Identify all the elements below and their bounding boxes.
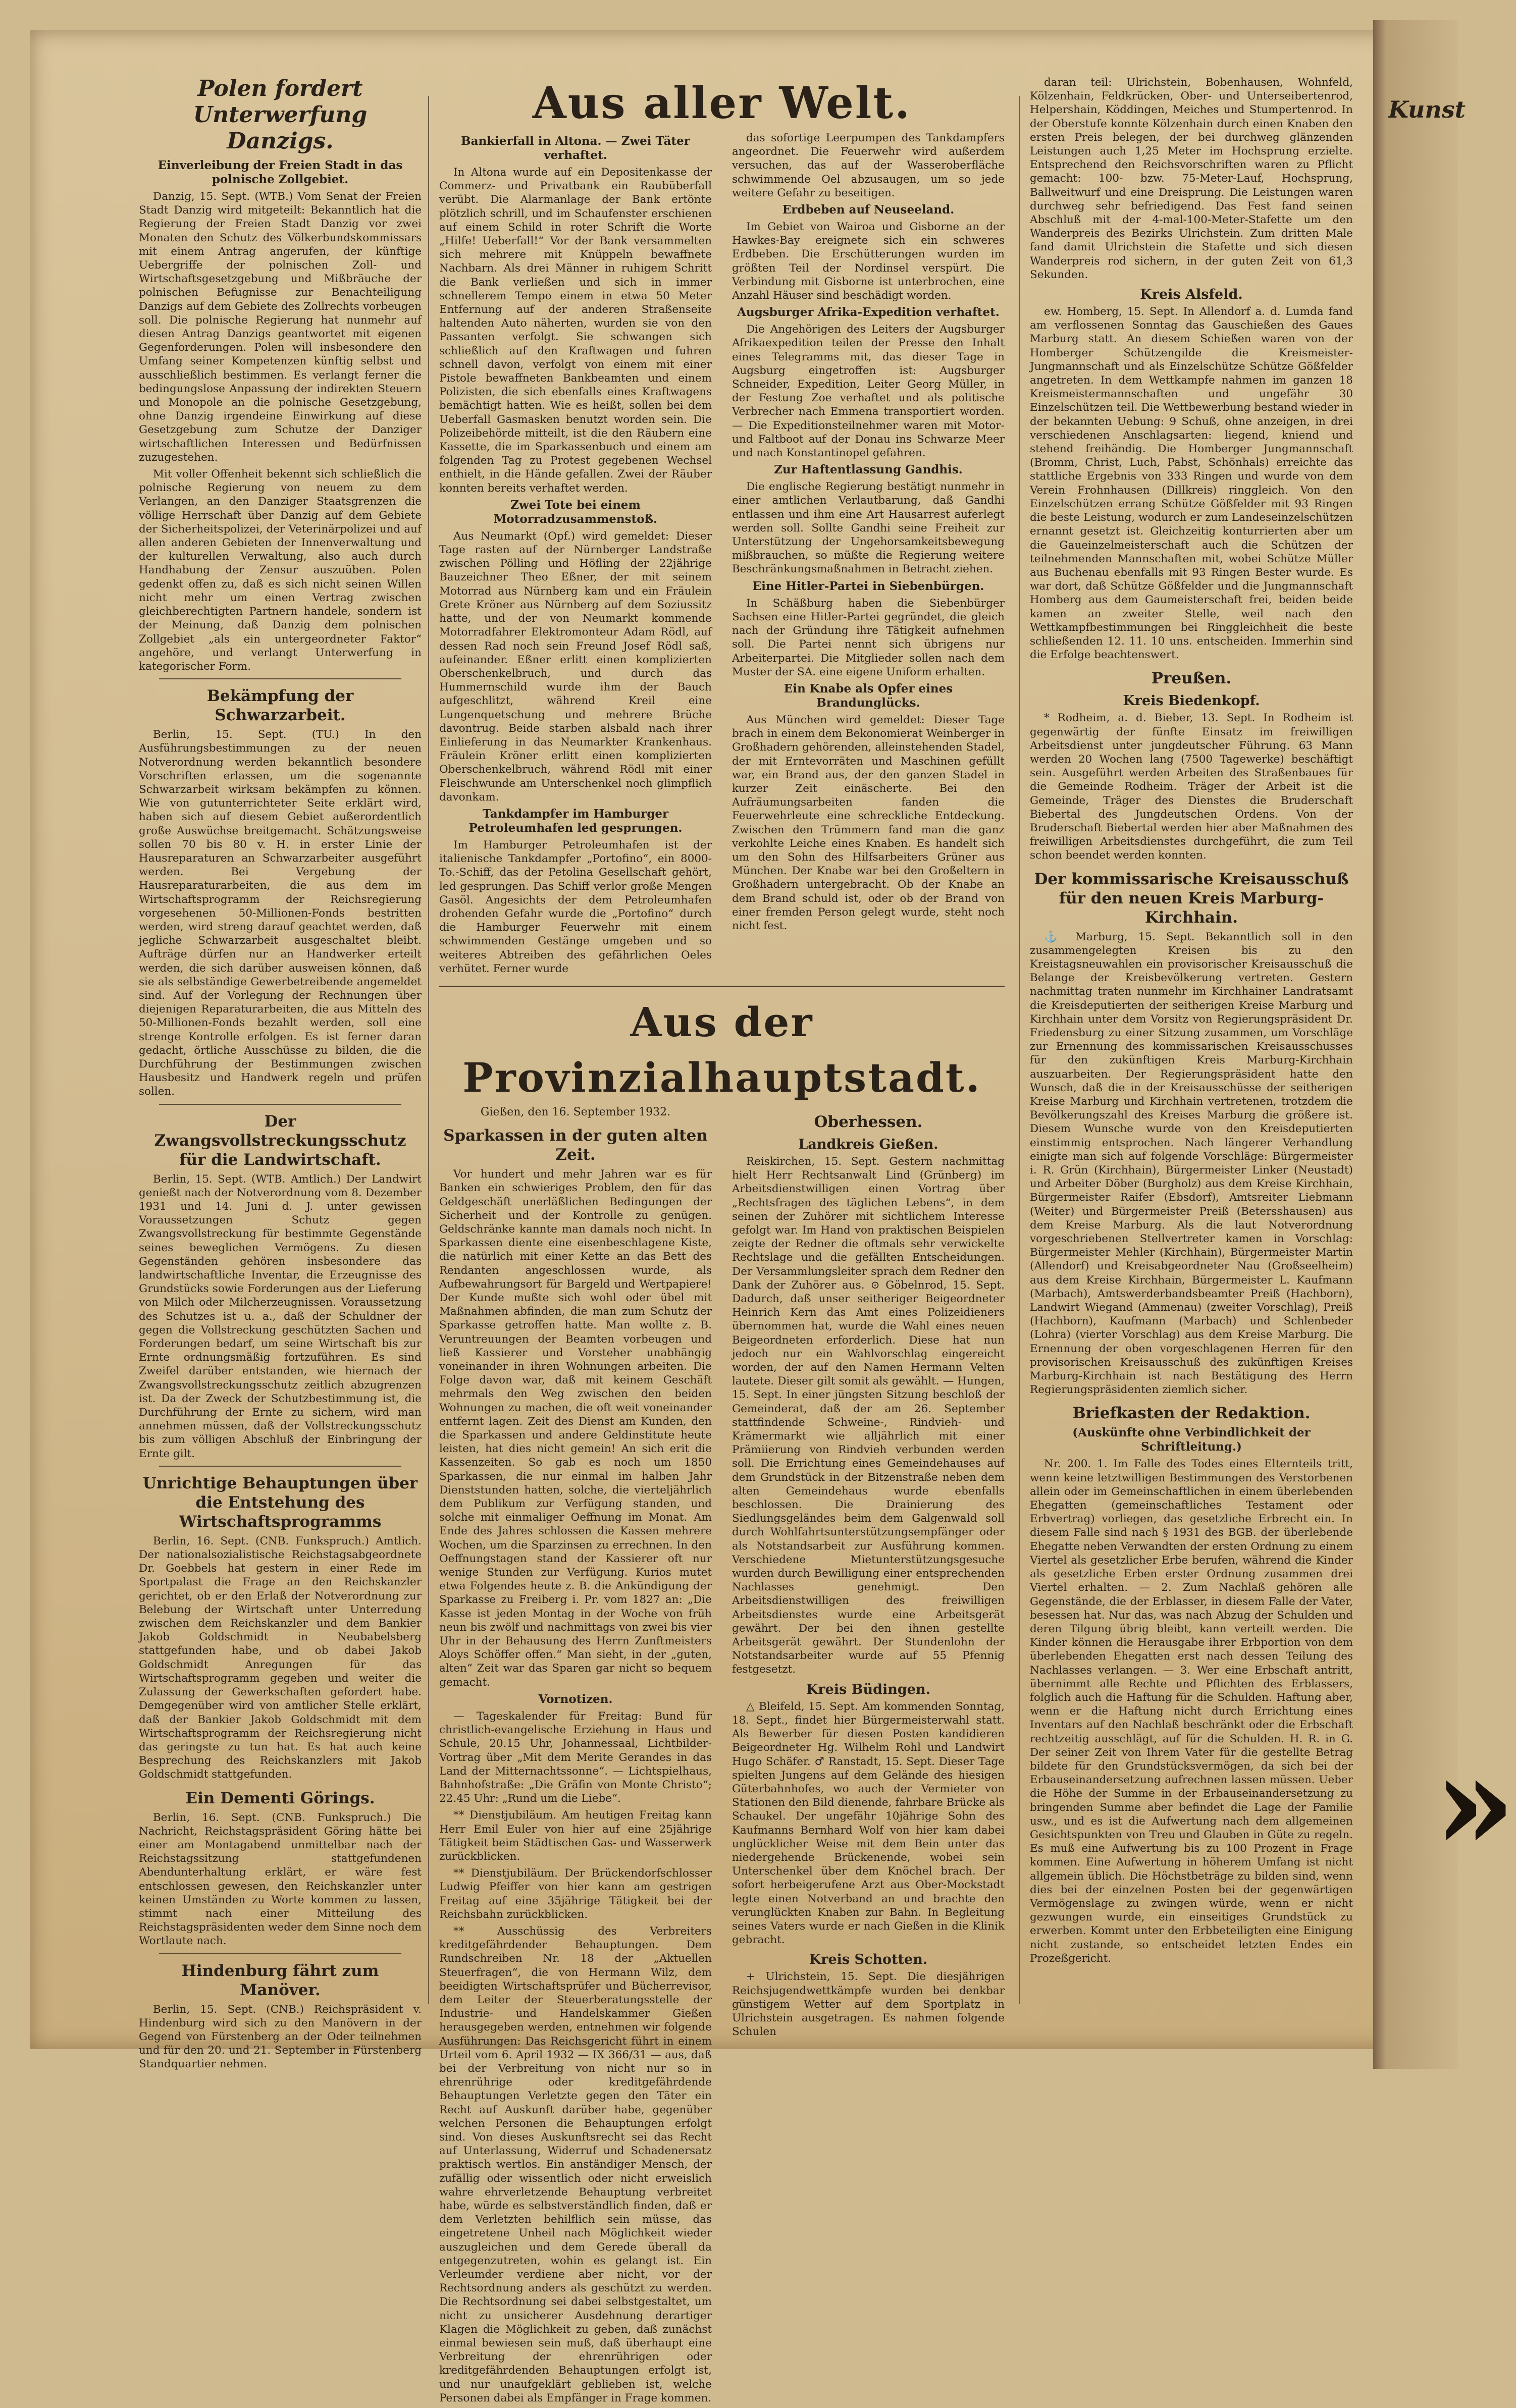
headline-gandhi: Zur Haftentlassung Gandhis. [774, 463, 963, 477]
headline-hindenburg: Hindenburg fährt zum Manöver. [181, 1961, 379, 1999]
article-hindenburg: Berlin, 15. Sept. (CNB.) Reichspräsident v. Hindenburg wird sich zu den Manövern in der Gegend von Fürstenberg an der Oder teilnehmen und für den 20. und 21. September in Fürstenberg Standquartier nehmen. [139, 2003, 422, 2071]
article-kreisausschuss: ⚓ Marburg, 15. Sept. Bekanntlich soll in den zusammengelegten Kreisen bis zu den Kreistagsneuwahlen ein provisorischer Kreisausschuß die Belange der Kreisbevölkerung vertreten. Gestern nachmittag traten nunmehr im Kirchhainer Landratsamt die Kreisdeputierten der seitherigen Kreise Marburg und Kirchhain unter dem Vorsitz von Regierungspräsident Dr. Friedensburg zu einer Sitzung zusammen, um Vorschläge zur Ernennung des kommissarischen Kreisausschusses für den zukünftigen Kreis Marburg-Kirchhain auszuarbeiten. Der Regierungspräsident hatte den Wunsch, daß die in der Kreisausschüsse der seitherigen Kreise Marburg und Kirchhain vertretenen, trotzdem die Bevölkerungszahl des Kreises Marburg die größere ist. Diesem Wunsche wurde von den Kreisdeputierten einstimmig entsprochen. Nach längerer Verhandlung einigte man sich auf folgende Vorschläge: Bürgermeister i. R. Grün (Kirchhain), Bürgermeister Linker (Neustadt) und Arbeiter Döber (Burgholz) aus dem Kreise Kirchhain, Bürgermeister Raifer (Ebsdorf), Amtsreiter Liebmann (Weiter) und Bürgermeister Preiß (Betersshausen) aus dem Kreise Marburg. Als die laut Notverordnung vorgeschriebenen Stellvertreter kamen in Vorschlag: Bürgermeister Mehler (Kirchhain), Bürgermeister Martin (Allendorf) und Kreisabgeordneter Nau (Großseelheim) aus dem Kreise Kirchhain, Bürgermeister L. Kaufmann (Marbach), Amtswerderbandsbeamter Preiß (Hachborn), Landwirt Wiegand (Ammenau) (zweiter Vorschlag), Preiß (Hachborn), Kaufmann (Marbach) und Schlenbeder (Lohra) (vierter Vorschlag) aus dem Kreise Marburg. Die Ernennung der oben vorgeschlagenen Herren für den provisorischen Kreisausschuß des zukünftigen Kreises Marburg-Kirchhain ist nach Bestätigung des Herrn Regierungspräsidenten ziemlich sicher. [1030, 930, 1353, 1397]
article-danzig-p2: Mit voller Offenheit bekennt sich schließlich die polnische Regierung von neuem zu dem Verlangen, an den Danziger Staatsgrenzen die völlige Herrschaft über Danzig auf dem Gebiete der Sicherheitspolizei, der Veterinärpolizei und auf allen anderen Gebieten der Innenverwaltung und der kulturellen Verwaltung, also auch durch Handhabung der Zensur auszuüben. Polen gedenkt offen zu, daß es sich nicht seinen Willen nicht mehr um einen Vertrag zwischen gleichberechtigten Partnern handele, sondern ist der Meinung, daß Danzig dem polnischen Zollgebiet „als ein untergeordneter Faktor“ angehöre, und verlangt Unterwerfung in kategorischer Form. [139, 468, 422, 673]
world-news-col-a [439, 131, 712, 979]
headline-schwarzarbeit: Bekämpfung der Schwarzarbeit. [206, 687, 354, 725]
left-column [139, 76, 422, 2074]
article-sparkassen: Vor hundert und mehr Jahren war es für Banken ein schwieriges Problem, den für das Geldgeschäft unerläßlichen Bedingungen der Sicherheit und der Kontrolle zu genügen. Geldschränke kannte man damals noch nicht. In Sparkassen diente eine eisenbeschlagene Kiste, die natürlich mit einer Kette an das Bett des Rendanten angeschlossen wurde, als Aufbewahrungsort für Bargeld und Wertpapiere! Der Kunde mußte sich wohl oder übel mit Maßnahmen abfinden, die man zum Schutz der Sparkasse getroffen hatte. Man wollte z. B. Veruntreuungen der Beamten vorbeugen und ließ Kassierer und Vorsteher unabhängig voneinander in ihren Wohnungen arbeiten. Die Folge davon war, daß mit keinem Geschäft mehrmals den Weg zwischen den beiden Wohnungen zu machen, die oft weit voneinander entfernt lagen. Zeit des Dienst am Kunden, den die Sparkassen und andere Geldinstitute heute leisten, hat dies nicht gemein! An sich erit die Kassenzeiten. So gab es noch um 1850 Sparkassen, die nur einmal im halben Jahr Dienststunden hatten, solche, die vierteljährlich dem Publikum zur Verfügung standen, und solche mit einmaliger Oeffnung im Monat. Am Ende des Jahres schlossen die Kassen mehrere Wochen, um die Sparzinsen zu errechnen. In den Oeffnungstagen stand der Kassierer oft nur wenige Stunden zur Verfügung. Kurios mutet etwa Folgendes heute z. B. die Ankündigung der Sparkasse zu Freiberg i. Pr. vom 1827 an: „Die Kasse ist jeden Montag in der Woche von früh neun bis zwölf und nachmittags von zwei bis vier Uhr in der Behausung des Herrn Zunftmeisters Aloys Schöffer offen.“ Man sieht, in der „guten, alten“ Zeit war das Sparen gar nicht so bequem gemacht. [439, 1168, 712, 1689]
adjacent-page-large-glyph: » [1434, 1726, 1516, 1880]
local-news-columns [439, 1105, 1005, 2408]
world-news-columns [439, 131, 1005, 979]
divider [159, 1104, 401, 1105]
article-landkreis-giessen: Reiskirchen, 15. Sept. Gestern nachmittag hielt Herr Rechtsanwalt Lind (Grünberg) im Arbeitsdienstwilligen einen Vortrag über „Rechtsfragen des täglichen Lebens“, in dem seinen der Zuhörer mit sichtlichem Interesse gefolgt war. Im Hand von praktischen Beispielen zeigte der Redner die oftmals sehr verwickelte Rechtslage und die gefällten Entscheidungen. Der Versammlungsleiter sprach dem Redner den Dank der Zuhörer aus. ⊙ Göbelnrod, 15. Sept. Dadurch, daß unser seitheriger Beigeordneter Heinrich Kern das Amt eines Polizeidieners übernommen hat, wurde die Wahl eines neuen Beigeordneten erforderlich. Diese hat nun jedoch nur ein Wahlvorschlag eingereicht worden, der auf den Namen Hermann Velten lautete. Dieser gilt somit als gewählt. — Hungen, 15. Sept. In einer jüngsten Sitzung beschloß der Gemeinderat, daß der am 26. September stattfindende Schweine-, Rindvieh- und Krämermarkt wie alljährlich mit einer Prämiierung von Rindvieh verbunden werden soll. Die Errichtung eines Gemeindehauses auf dem Grundstück in der Bitzenstraße neben dem alten Gemeindehaus wurde ebenfalls beschlossen. Die Drainierung des Siedlungsgeländes beim dem Galgenwald soll durch Wohlfahrtsunterstützungsempfänger oder als Notstandsarbeit zur Ausführung kommen. Verschiedene Mietunterstützungsgesuche wurden durch Bewilligung einer entsprechenden Nachlasses genehmigt. Den Arbeitsdienstwilligen des freiwilligen Arbeitsdienstes wurde eine Arbeitsgerät gewährt. Der bei den ihnen gestellte Arbeitsgerät gewährt. Der Stundenlohn der Notstandsarbeiter wurde auf 55 Pfennig festgesetzt. [732, 1155, 1005, 1676]
article-zwangsvollstreckung: Berlin, 15. Sept. (WTB. Amtlich.) Der Landwirt genießt nach der Notverordnung vom 8. Dezember 1931 und 14. Juni d. J. unter gewissen Voraussetzungen Schutz gegen Zwangsvollstreckung für bestimmte Gegenstände seines beweglichen Vermögens. Zu diesen Gegenständen gehören insbesondere das landwirtschaftliche Inventar, die Erzeugnisse des Grundstücks sowie Forderungen aus der Lieferung von Milch oder Milcherzeugnissen. Voraussetzung des Schutzes ist u. a., daß der Schuldner der gegen die Vollstreckung geschützten Sachen und Forderungen bedarf, um seine Wirtschaft bis zur Ernte ordnungsmäßig fortzuführen. Es sind Zweifel darüber entstanden, wie hiernach der Zwangsvollstreckungsschutz zeitlich abzugrenzen ist. Da der Zweck der Schutzbestimmung ist, die Durchführung der Ernte zu sichern, wird man annehmen müssen, daß der Vollstreckungsschutz bis zum völligen Abschluß der Einbringung der Ernte gilt. [139, 1172, 422, 1460]
article-kreis-biedenkopf: * Rodheim, a. d. Bieber, 13. Sept. In Rodheim ist gegenwärtig der fünfte Einsatz im freiwilligen Arbeitsdienst unter jungdeutscher Führung. 63 Mann werden 20 Wochen lang (7500 Tagewerke) beschäftigt sein. Ausgeführt werden Arbeiten des Straßenbaues für die Gemeinde Rodheim. Träger der Arbeit ist die Gemeinde, Träger des Dienstes die Bruderschaft Biebertal des Jungdeutschen Ordens. Von der Bruderschaft Biebertal werden hier aber Maßnahmen des freiwilligen Arbeitsdienstes durchgeführt, die zum Teil schon beendet werden konnten. [1030, 712, 1353, 862]
article-motorrad: Aus Neumarkt (Opf.) wird gemeldet: Dieser Tage rasten auf der Nürnberger Landstraße zwischen Pölling und Höfling der 22jährige Bauzeichner Theo Eßner, der mit seinem Motorrad aus Nürnberg kam und ein Fräulein Grete Kröner aus Nürnberg auf dem Soziussitz hatte, und der von Neumarkt kommende Motorradfahrer Elektromonteur Adam Rödl, auf dessen Rad noch sein Freund Josef Rödl saß, aufeinander. Eßner erlitt einen komplizierten Oberschenkelbruch, und durch das Hummernschild wurde ihm der Bauch aufgeschlitzt, während Kreil eine Lungenquetschung und mehrere Brüche davontrug. Beide starben alsbald nach ihrer Einlieferung in das Neumarkter Krankenhaus. Fräulein Kröner erlitt einen komplizierten Oberschenkelbruch, während Rödl mit einer Fleischwunde am Unterschenkel noch glimpflich davonkam. [439, 529, 712, 804]
article-wirtschaftsprogramm: Berlin, 16. Sept. (CNB. Funkspruch.) Amtlich. Der nationalsozialistische Reichstagsabgeordnete Dr. Goebbels hat gestern in einer Rede im Sportpalast die Frage an den Reichskanzler gerichtet, ob er den Erlaß der Notverordnung zur Belebung der Wirtschaft unter Unterredung zwischen dem Reichskanzler und dem Bankier Jakob Goldschmidt in Neubabelsberg stattgefunden habe, und ob dabei Jakob Goldschmidt Anregungen für das Wirtschaftsprogramm gegeben und weiter die Zulassung der Gewerkschaften gefordert habe. Demgegenüber wird von amtlicher Stelle erklärt, daß der Bankier Jakob Goldschmidt mit dem Wirtschaftsprogramm der Reichsregierung nicht das geringste zu tun hat. Es hat auch keine Besprechung des Reichskanzlers mit Jakob Goldschmidt stattgefunden. [139, 1534, 422, 1781]
world-news-col-b [732, 131, 1005, 979]
headline-erdbeben: Erdbeben auf Neuseeland. [782, 203, 955, 217]
adjacent-page-text [1387, 141, 1458, 999]
masthead-aus-aller-welt: Aus aller Welt. [532, 78, 912, 129]
column-rule-right [1019, 96, 1020, 2004]
headline-dementi-goering: Ein Dementi Görings. [185, 1789, 375, 1807]
article-erdbeben: Im Gebiet von Wairoa und Gisborne an der Hawkes-Bay ereignete sich ein schweres Erdbeben. Die Erschütterungen wurden im größten Teil der Nordinsel verspürt. Die Verbindung mit Gisborne ist unterbrochen, eine Anzahl Häuser sind beschädigt worden. [732, 221, 1005, 302]
headline-kreis-schotten: Kreis Schotten. [809, 1952, 928, 1968]
article-tankdampfer: Im Hamburger Petroleumhafen ist der italienische Tankdampfer „Portofino“, ein 8000-To.-Schiff, das der Petolina Gesellschaft gehört, led gesprungen. Das Schiff verlor große Mengen Gasöl. Angesichts der dem Petroleumhafen drohenden Gefahr wurde die „Portofino“ durch die Hamburger Feuerwehr mit einem schwimmenden Gestänge umgeben und so weiteres Abtreiben des gefährlichen Oeles verhütet. Ferner wurde [439, 838, 712, 975]
headline-tankdampfer: Tankdampfer im Hamburger Petroleumhafen led gesprungen. [468, 807, 683, 835]
headline-afrika-expedition: Augsburger Afrika-Expedition verhaftet. [737, 305, 1000, 319]
headline-briefkasten: Briefkasten der Redaktion. [1072, 1404, 1311, 1423]
article-schwarzarbeit: Berlin, 15. Sept. (TU.) In den Ausführungsbestimmungen zu der neuen Notverordnung werden bekanntlich besondere Vorschriften erlassen, um die sogenannte Schwarzarbeit wirksam bekämpfen zu können. Wie von gutunterrichteter Seite erklärt wird, haben sich auf diesem Gebiet außerordentlich große Auswüchse breitgemacht. Schätzungsweise sollen 70 bis 80 v. H. in erster Linie der Hausreparaturen an Schwarzarbeiter ausgeführt werden. Bei Vergebung der Hausreparaturarbeiten, die aus dem im Wirtschaftsprogramm der Reichsregierung vorgesehenen 50-Millionen-Fonds bestritten werden, wird streng darauf geachtet werden, daß jegliche Schwarzarbeit ausgeschaltet bleibt. Aufträge dürfen nur an Handwerker erteilt werden, die sich darüber ausweisen können, daß sie als selbständige Gewerbetreibende angemeldet sind. Auf der Vorlegung der Rechnungen über diejenigen Reparaturarbeiten, die aus Mitteln des 50-Millionen-Fonds bezahlt werden, soll eine strenge Kontrolle erfolgen. Es ist ferner daran gedacht, örtliche Ausschüsse zu bilden, die die Durchführung der Bestimmungen zwischen Hausbesitz und Handwerk regeln und prüfen sollen. [139, 728, 422, 1098]
article-tankdampfer-cont: das sofortige Leerpumpen des Tankdampfers angeordnet. Die Feuerwehr wird außerdem versuchen, das auf der Wasseroberfläche schwimmende Oel abzusaugen, um so jede weitere Gefahr zu beseitigen. [732, 132, 1005, 199]
headline-oberhessen: Oberhessen. [814, 1112, 923, 1131]
subheadline-briefkasten: (Auskünfte ohne Verbindlichkeit der Schriftleitung.) [1072, 1426, 1311, 1454]
headline-sparkassen: Sparkassen in der guten alten Zeit. [443, 1127, 708, 1164]
article-kreis-buedingen: △ Bleifeld, 15. Sept. Am kommenden Sonntag, 18. Sept., findet hier Bürgermeisterwahl statt. Als Bewerber für diesen Posten kandidieren Beigeordneter Hg. Wilhelm Rohl und Landwirt Hugo Schäfer. ♂ Ranstadt, 15. Sept. Dieser Tage spielten Jungens auf dem Gelände des hiesigen Güterbahnhofes, wo auch der Vermieter von Stationen den Bild dienende, fahrbare Brücke als Schaukel. Der ungefähr 10jährige Sohn des Kaufmanns Bernhard Wolf von hier kam dabei unglücklicher Weise mit dem Bein unter das niedergehende Brückenende, wobei sein Unterschenkel über dem Knöchel brach. Der sofort herbeigerufene Arzt aus Ober-Mockstadt legte einen Notverband an und brachte den verunglückten Knaben zur Bahn. In Begleitung seines Vaters wurde er nach Gießen in die Klinik gebracht. [732, 1700, 1005, 1947]
article-altona: In Altona wurde auf ein Depositenkasse der Commerz- und Privatbank ein Raubüberfall verübt. Die Alarmanlage der Bank ertönte plötzlich schrill, und im Schaufenster erschienen auf einem Schild in roter Schrift die Worte „Hilfe! Ueberfall!“ Vor der Bank versammelten sich mehrere mit Knüppeln bewaffnete Nachbarn. Als drei Männer in ruhigem Schritt die Bank verließen und sich in immer schnellerem Tempo einem in etwa 50 Meter Entfernung auf der anderen Straßenseite haltenden Auto näherten, wurden sie von den Passanten verfolgt. Sie schwangen sich schließlich auf den Kraftwagen und fuhren schnell davon, verfolgt von einem mit einer Pistole bewaffneten Bankbeamten und einem Polizisten, die sich ebenfalls eines Kraftwagens bemächtigt hatten. Wie es heißt, sollen bei dem Ueberfall Gasmasken benutzt worden sein. Die Polizeibehörde mitteilt, ist die den Räubern eine Kassette, die im Sparkassenbuch und einem am folgenden Tag zu Protest gegebenen Wechsel enthielt, in die Hände gefallen. Zwei der Räuber konnten bereits verhaftet werden. [439, 166, 712, 495]
headline-landkreis-giessen: Landkreis Gießen. [798, 1136, 938, 1152]
article-gandhi: Die englische Regierung bestätigt nunmehr in einer amtlichen Verlautbarung, daß Gandhi entlassen und ihm eine Art Hausarrest auferlegt werden soll. Sollte Gandhi seine Freiheit zur Unterstützung der Ungehorsamkeitsbewegung mißbrauchen, so müßte die Regierung weitere Beschränkungsmaßnahmen in Betracht ziehen. [732, 480, 1005, 576]
headline-altona: Bankierfall in Altona. — Zwei Täter verhaftet. [461, 134, 690, 162]
dateline: Gießen, den 16. September 1932. [480, 1105, 671, 1118]
article-danzig-p1: Danzig, 15. Sept. (WTB.) Vom Senat der Freien Stadt Danzig wird mitgeteilt: Bekanntlich hat die Regierung der Freien Stadt Danzig vor zwei Monaten den Schutz des Völkerbundskommissars mit einem Antrag angerufen, der künftige Uebergriffe der polnischen Zoll- und Wirtschaftsgesetzgebung und Mißbräuche der polnischen Befugnisse zur Benachteiligung Danzigs auf dem Gebiete des Zollrechts vorbeugen soll. Die polnische Regierung hat nunmehr auf diesen Antrag Danzigs geantwortet mit eigenen Gegenforderungen. Polen will insbesondere den Umfang seiner Kompetenzen künftig selbst und ausschließlich bestimmen. Es verlangt ferner die bedingungslose Anpassung der indirekten Steuern und Monopole an die polnische Gesetzgebung, ohne Danzig irgendeine Einwirkung auf diese Gesetzgebung zum Schutze der Danziger wirtschaftlichen Interessen und Bedürfnissen zuzugestehen. [139, 190, 422, 464]
article-siebenbuergen: In Schäßburg haben die Siebenbürger Sachsen eine Hitler-Partei gegründet, die gleich nach der Gründung ihre Tätigkeit aufnehmen soll. Die Partei nennt sich übrigens nur Arbeiterpartei. Die Mitglieder sollen nach dem Muster der SA. eine eigene Uniform erhalten. [732, 597, 1005, 678]
headline-kreis-biedenkopf: Kreis Biedenkopf. [1123, 693, 1260, 709]
right-column [1030, 76, 1353, 1968]
article-kreis-schotten: + Ulrichstein, 15. Sept. Die diesjährigen Reichsjugendwettkämpfe wurden bei denkbar günstigem Wetter auf dem Sportplatz in Ulrichstein ausgetragen. Es nahmen folgende Schulen [732, 1970, 1005, 2039]
masthead-provinzialhauptstadt: Aus der Provinzialhauptstadt. [462, 998, 981, 1101]
divider [159, 1953, 401, 1954]
article-auskunftspflicht: ** Ausschüssig des Verbreiters kreditgefährdender Behauptungen. Dem Rundschreiben Nr. 18 der „Aktuellen Steuerfragen“, die von Hermann Wilz, dem beeidigten Wirtschaftsprüfer und Bücherrevisor, dem Leiter der Steuerberatungsstelle der Industrie- und Handelskammer Gießen herausgegeben werden, entnehmen wir folgende Ausführungen: Das Reichsgericht führt in einem Urteil vom 6. April 1932 — IX 366/31 — aus, daß bei der Verbreitung von nicht nur so in ehrenrührige oder kreditgefährdende Behauptungen Verletzte gegen den Täter ein Recht auf Auskunft darüber habe, gegenüber welchen Personen die Behauptungen erfolgt sind. Von dieses Auskunftsrecht sei das Recht auf Unterlassung, Widerruf und Schadenersatz praktisch wertlos. Ein anständiger Mensch, der zufällig oder wissentlich oder nicht erweislich wahre ehrverletzende Behauptung verbreitet habe, würde es selbstverständlich finden, daß er dem Verletzten behilflich sein müsse, das eingetretene Unheil nach Möglichkeit wieder auszugleichen und dem Gerede überall da entgegenzutreten, wohin es gelangt ist. Ein Verleumder verdiene aber nicht, vor der Rechtsordnung anders als geschützt zu werden. Die Rechtsordnung sei dabei selbstgestaltet, um nicht zu unsicherer Ausdehnung derartiger Klagen die Möglichkeit zu geben, daß zunächst einmal bewiesen sein muß, daß überhaupt eine Verbreitung der ehrenrührigen oder kreditgefährdenden Behauptungen erfolgt ist, und nur unaufgeklärt geblieben ist, welche Personen dabei als Empfänger in Frage kommen. [439, 1924, 712, 2404]
column-rule-left [428, 96, 429, 2004]
divider [159, 678, 401, 679]
subheadline-danzig: Einverleibung der Freien Stadt in das polnische Zollgebiet. [158, 158, 403, 186]
article-kreis-alsfeld: ew. Homberg, 15. Sept. In Allendorf a. d. Lumda fand am verflossenen Sonntag das Gauschießen des Gaues Marburg statt. An diesem Schießen waren von der Homberger Schützengilde die Kreismeister-Jungmannschaft und als Einzelschütze Schütze Gößfelder angetreten. In dem Wettkampfe nahmen im ganzen 18 Kreismeistermannschaften und ungefähr 30 Einzelschützen teil. Die Wettbewerbung bestand wieder in der bekannten Uebung: 9 Schuß, ohne anzeigen, in drei verschiedenen Anschlagsarten: liegend, kniend und stehend freihändig. Die Homberger Jungmannschaft (Bromm, Christ, Luch, Pabst, Schönhals) erreichte das stattliche Ergebnis von 333 Ringen und wurde von dem Verein Frohnhausen (Dillkreis) ringgleich. Von den Einzelschützen errang Schütze Gößfelder mit 93 Ringen die beste Leistung, wodurch er zum Landeseinzelschützen ernannt gesetzt ist. Gleichzeitig konturrierten aber um die Gaueinzelmeisterschaft auch die Schützen der teilnehmenden Mannschaften mit, wobei Schütze Müller aus Buchenau ebenfalls mit 93 Ringen Bester wurde. Es war dort, daß Schütze Gößfelder und die Jungmannschaft Homberg aus dem Gaumeisterschaft frei, beiden beide kamen an zweiter Stelle, weil nach den Wettkampfbestimmungen bei Ringgleichheit die beste schließenden 12. 11. 10 uns. entscheiden. Immerhin sind die Erfolge beachtenswert. [1030, 305, 1353, 662]
headline-vornotizen: Vornotizen. [538, 1692, 613, 1706]
article-dementi-goering: Berlin, 16. Sept. (CNB. Funkspruch.) Die Nachricht, Reichstagspräsident Göring hätte bei einer am Montagabend unmittelbar nach der Reichstagssitzung stattgefundenen Abendunterhaltung erklärt, er wäre fest entschlossen gewesen, den Reichskanzler unter keinen Umständen zu Worte kommen zu lassen, stimmt nach einer Mitteilung des Reichstagspräsidenten weder dem Sinne noch dem Wortlaute nach. [139, 1811, 422, 1948]
article-briefkasten: Nr. 200. 1. Im Falle des Todes eines Elternteils tritt, wenn keine letztwilligen Bestimmungen des Verstorbenen allein oder im Gemeinschaftlichen in einem überlebenden Ehegatten (gemeinschaftliches Testament oder Erbvertrag) vorliegen, das gesetzliche Erbrecht ein. In diesem Falle sind nach § 1931 des BGB. der überlebende Ehegatte neben Verwandten der ersten Ordnung zu einem Viertel als gesetzlicher Erbe berufen, während die Kinder als gesetzliche Erben erster Ordnung zusammen drei Viertel erhalten. — 2. Zum Nachlaß gehören alle Gegenstände, die der Erblasser, in diesem Falle der Vater, besessen hat. Nur das, was nach Abzug der Schulden und deren Tilgung übrig bleibt, kann verteilt werden. Die Kinder können die Herausgabe ihrer Erbportion von dem überlebenden Ehegatten erst nach dessen Teilung des Nachlasses verlangen. — 3. Wer eine Erbschaft antritt, übernimmt alle Rechte und Pflichten des Erblassers, folglich auch die Haftung für die Schulden. Haftung aber, wenn er die Haftung nicht durch Errichtung eines Inventars auf den Nachlaß beschränkt oder die Erbschaft rechtzeitig ausschlägt, auf für die Schulden. H. R. in G. Der seiner Zeit von Ihrem Vater für die gestellte Betrag bildete für den Grundstücksvermögen, da sich bei der Erbauseinandersetzung aufrechnen lassen müssen. Ueber die Höhe der Summe in der Erbauseinandersetzung zu bringenden Summe aber befindet die Lage der Familie usw., und es ist die Aufwertung nach dem allgemeinen Gesichtspunkten von Treu und Glauben in Güte zu regeln. Es muß eine Aufwertung bis zu 100 Prozent in Frage kommen. Eine Aufwertung in höherem Umfang ist nicht allgemein üblich. Die Höchstbeträge zu bilden sind, wenn dies bei der einzelnen Posten bei der gegenwärtigen Vermögenslage zu zwingen würde, wenn er nicht gezwungen wurde, ein einseitiges Grundstück zu erwerben. Kommt unter den Erbbeteiligten eine Einigung nicht zustande, so entscheidet letzten Endes ein Prozeßgericht. [1030, 1458, 1353, 1965]
headline-preussen: Preußen. [1151, 669, 1232, 688]
adjacent-page-heading: Kunst [1388, 96, 1466, 123]
headline-poland-danzig: Polen fordert Unterwerfung Danzigs. [193, 76, 368, 154]
headline-brandunglueck: Ein Knabe als Opfer eines Brandunglücks. [783, 681, 953, 710]
headline-siebenbuergen: Eine Hitler-Partei in Siebenbürgen. [752, 579, 984, 593]
article-vornotizen: — Tageskalender für Freitag: Bund für christlich-evangelische Erziehung in Haus und Schule, 20.15 Uhr, Johannessaal, Lichtbilder-Vortrag über „Mit dem Merite Gerandes in das Land der Mitternachtssonne“. — Lichtspielhaus, Bahnhofstraße: „Die Gräfin von Monte Christo“; 22.45 Uhr: „Rund um die Liebe“. [439, 1709, 712, 1805]
section-divider [439, 986, 1005, 987]
local-news-col-a [439, 1105, 712, 2408]
local-news-col-b [732, 1105, 1005, 2408]
article-dienstjubilaeum-1: ** Dienstjubiläum. Am heutigen Freitag kann Herr Emil Euler von hier auf eine 25jährige Tätigkeit beim Städtischen Gas- und Wasserwerk zurückblicken. [439, 1809, 712, 1863]
article-schotten-cont: daran teil: Ulrichstein, Bobenhausen, Wohnfeld, Kölzenhain, Feldkrücken, Ober- und Unterseibertenrod, Helpershain, Köddingen, Meiches und Stumpertenrod. In der Oberstufe konnte Kölzenhain durch einen Knaben den ersten Preis belegen, der bei durchweg glänzenden Leistungen auch 1,25 Meter im Hochsprung erzielte. Entsprechend den Reichsvorschriften waren zu Pflicht gemacht: 100- bzw. 75-Meter-Lauf, Hochsprung, Ballweitwurf und eine Dreisprung. Die Leistungen waren durchweg sehr befriedigend. Das Fest fand seinen Abschluß mit der 4-mal-100-Meter-Stafette um den Wanderpreis des Bezirks Ulrichstein. Zum dritten Male fand damit Ulrichstein die Stafette und sich diesen Wanderpreis rod sichern, in der guten Zeit von 61,3 Sekunden. [1030, 76, 1353, 281]
headline-kreis-buedingen: Kreis Büdingen. [806, 1681, 931, 1697]
headline-kreisausschuss: Der kommissarische Kreisausschuß für den neuen Kreis Marburg-Kirchhain. [1034, 870, 1349, 927]
article-dienstjubilaeum-2: ** Dienstjubiläum. Der Brückendorfschlosser Ludwig Pfeiffer von hier kann am gestrigen Freitag auf eine 35jährige Tätigkeit bei der Reichsbahn zurückblicken. [439, 1867, 712, 1921]
adjacent-page-edge [1373, 20, 1516, 2069]
article-afrika-expedition: Die Angehörigen des Leiters der Augsburger Afrikaexpedition teilen der Presse den Inhalt eines Telegramms mit, das dieser Tage in Augsburg eingetroffen ist: Augsburger Schneider, Expedition, Leiter Georg Müller, in der Festung Zoe verhaftet und als politische Verbrecher nach Emmena transportiert worden. — Die Expeditionsteilnehmer waren mit Motor- und Faltboot auf der Donau ins Schwarze Meer und nach Konstantinopel gefahren. [732, 323, 1005, 460]
headline-wirtschaftsprogramm: Unrichtige Behauptungen über die Entstehung des Wirtschaftsprogramms [142, 1474, 418, 1531]
middle-section [439, 76, 1005, 2408]
headline-kreis-alsfeld: Kreis Alsfeld. [1140, 287, 1243, 303]
article-brandunglueck: Aus München wird gemeldet: Dieser Tage brach in einem dem Bekonomierat Weinberger in Großhadern gehörenden, alleinstehenden Stadel, der mit Erntevorräten und Maschinen gefüllt war, ein Brand aus, der den ganzen Stadel in kurzer Zeit einäscherte. Bei den Aufräumungsarbeiten fanden die Feuerwehrleute eine schreckliche Entdeckung. Zwischen den Trümmern fand man die ganz verkohlte Leiche eines Knaben. Es handelt sich um den Sohn des Hilfsarbeiters Grüner aus München. Der Knabe war bei den Großeltern in Großhadern untergebracht. Ob der Knabe an dem Brand schuld ist, oder ob der Brand von einer fremden Person gelegt wurde, steht noch nicht fest. [732, 713, 1005, 932]
divider [159, 1466, 401, 1467]
headline-motorrad: Zwei Tote bei einem Motorradzusammenstoß. [493, 498, 658, 526]
headline-zwangsvollstreckung: Der Zwangsvollstreckungsschutz für die Landwirtschaft. [154, 1112, 406, 1169]
